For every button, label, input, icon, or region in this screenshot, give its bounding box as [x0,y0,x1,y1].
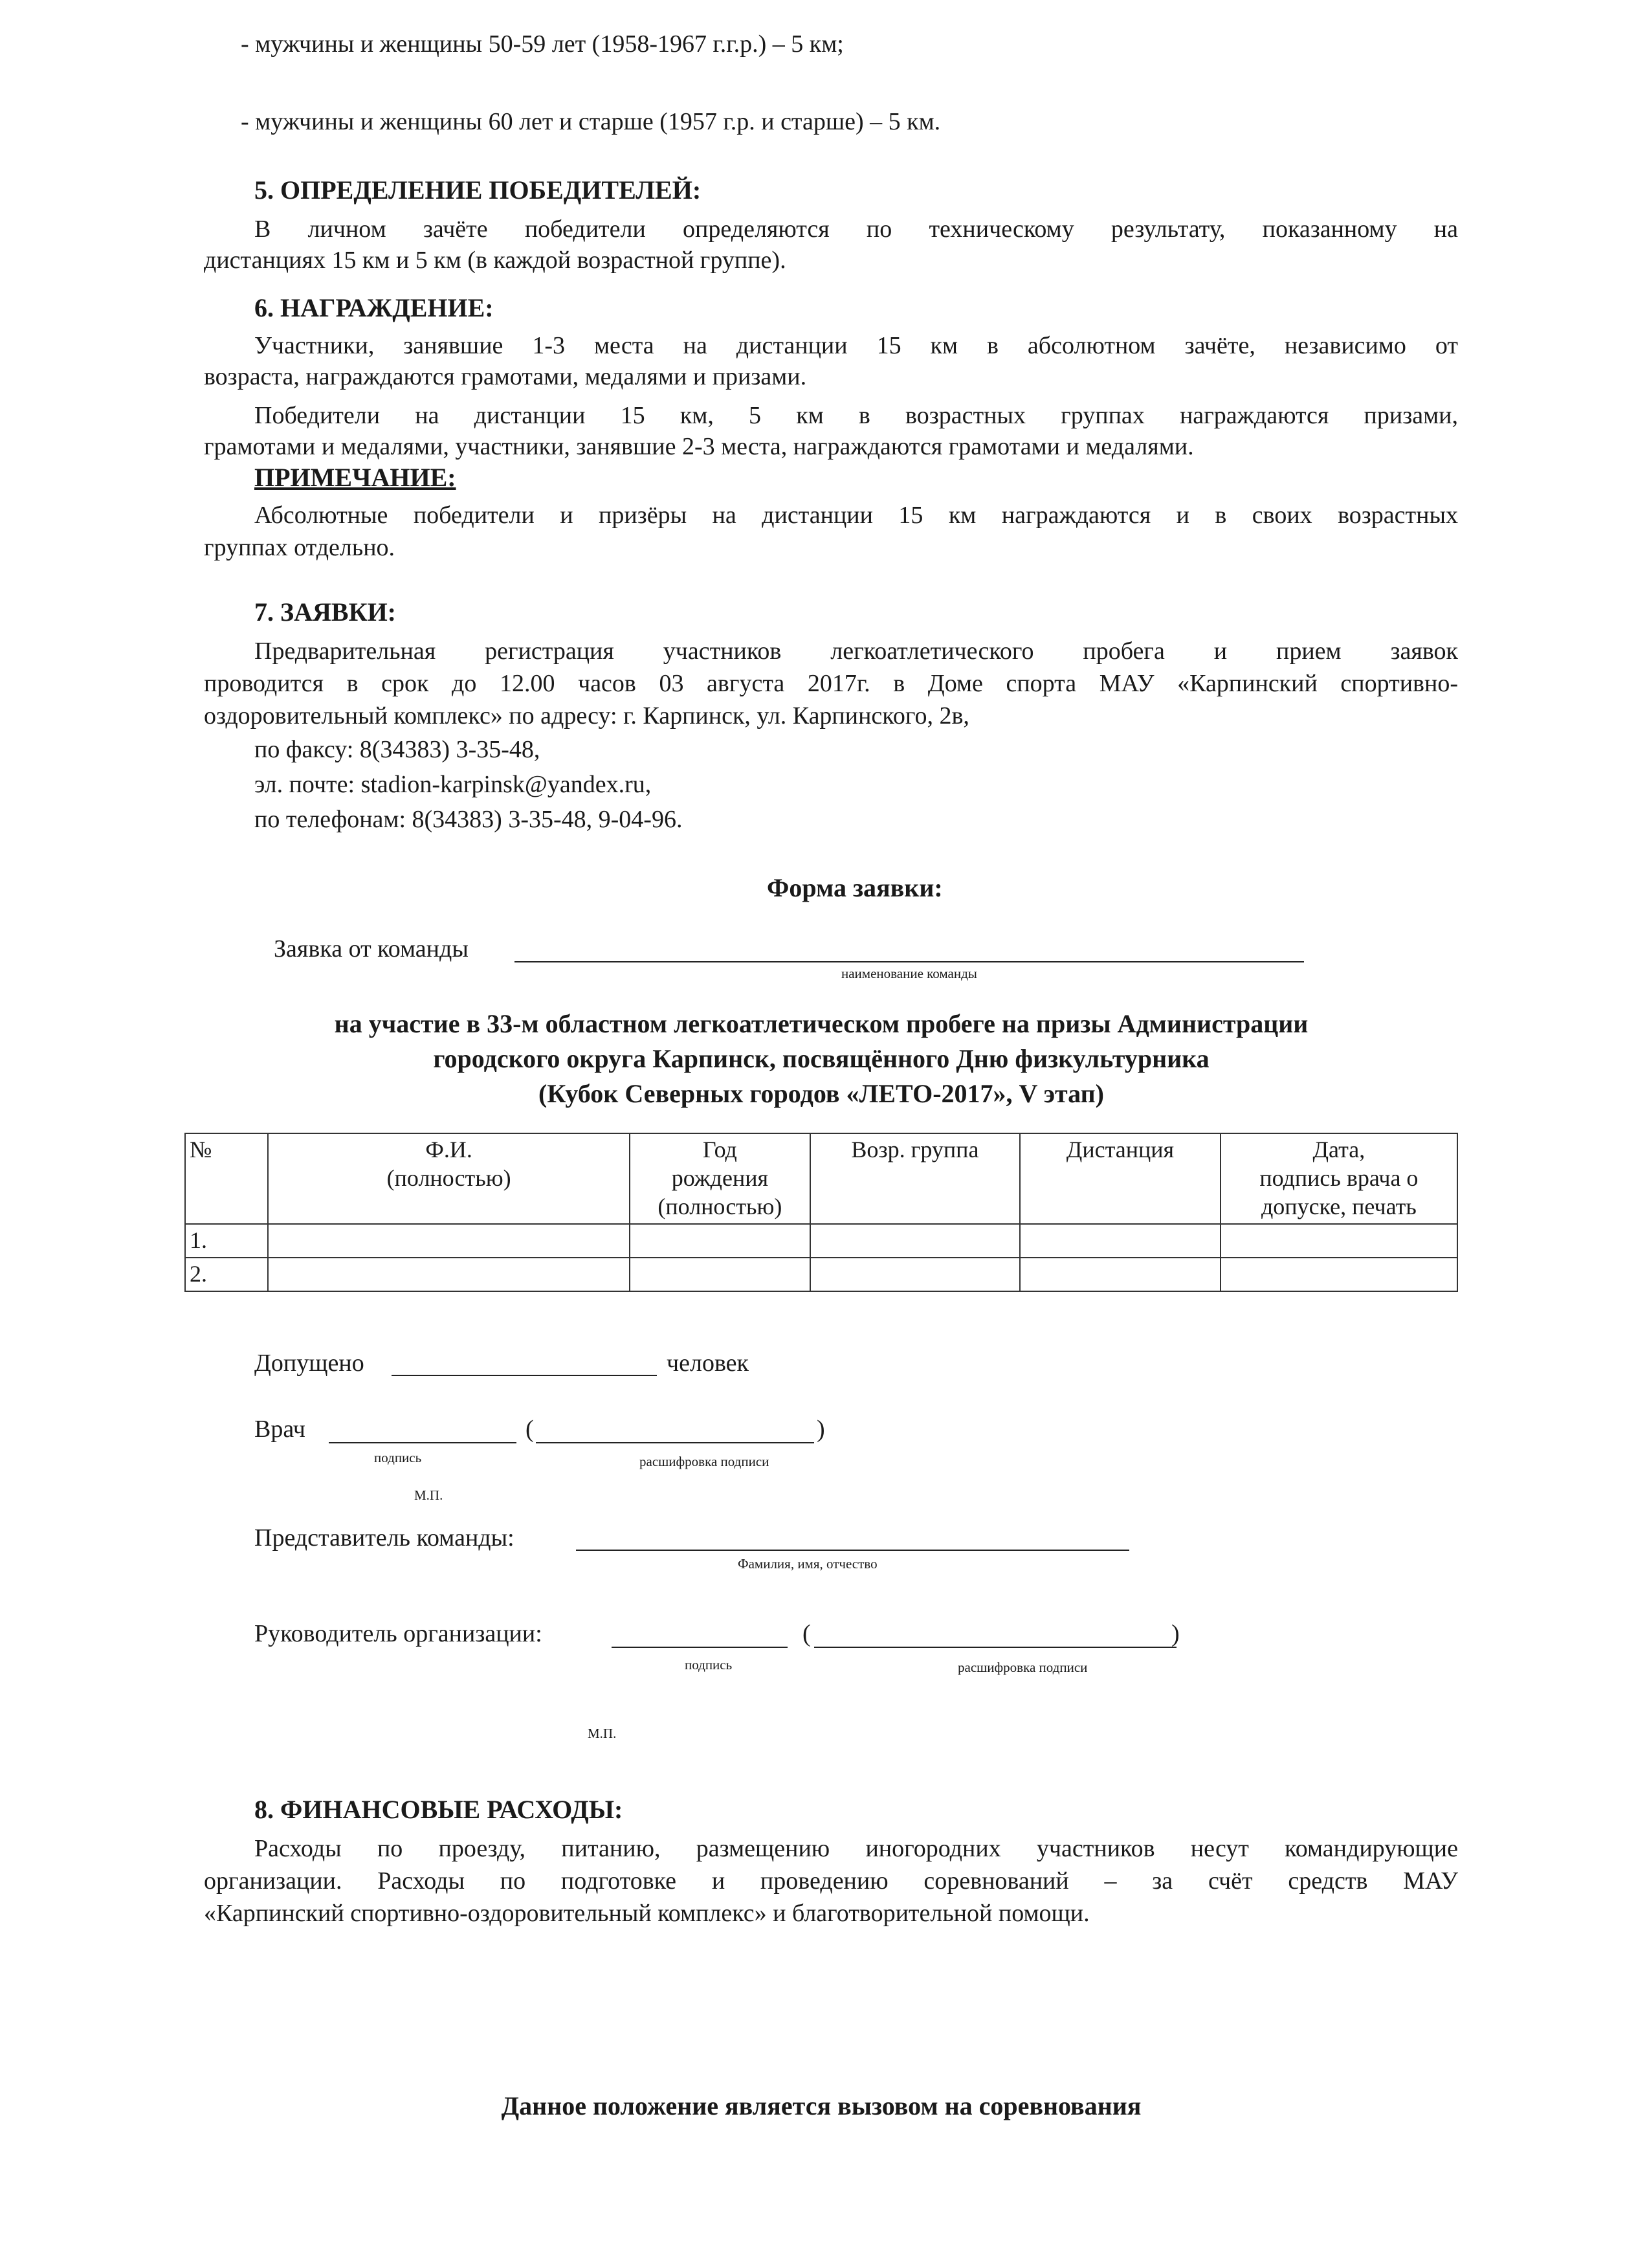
doctor-paren-open: ( [525,1416,534,1443]
column-header-birth-year-text: Год рождения (полностью) [658,1137,782,1219]
section-8-line-2: организации. Расходы по подготовке и проведению соревнований – за счёт средств МАУ [204,1867,1458,1895]
head-stamp-label: М.П. [588,1726,617,1741]
representative-caption: Фамилия, имя, отчество [738,1556,878,1572]
head-decode-caption: расшифровка подписи [958,1660,1088,1675]
admitted-label: Допущено [254,1350,364,1377]
doctor-approval-cell[interactable] [1221,1258,1457,1291]
age-group-line-2: - мужчины и женщины 60 лет и старше (1957 г.р. и старше) – 5 км. [241,108,941,135]
head-signature-caption: подпись [685,1657,733,1673]
doctor-decode-caption: расшифровка подписи [639,1454,769,1469]
section-6-p2-line-1: Победители на дистанции 15 км, 5 км в возрастных группах награждаются призами, [254,402,1458,429]
fio-cell[interactable] [268,1224,630,1258]
fio-cell[interactable] [268,1258,630,1291]
representative-label: Представитель команды: [254,1524,514,1551]
doctor-signature-caption: подпись [374,1450,422,1465]
representative-name-field[interactable] [576,1550,1129,1551]
section-8-heading: 8. ФИНАНСОВЫЕ РАСХОДЫ: [254,1795,623,1824]
row-number: 2. [185,1258,268,1291]
event-title-line-3: (Кубок Северных городов «ЛЕТО-2017», V этап) [538,1079,1104,1108]
column-header-doctor-approval-text: Дата, подпись врача о допуске, печать [1259,1137,1419,1219]
fax-line: по факсу: 8(34383) 3-35-48, [254,736,540,763]
section-5-line-2: дистанциях 15 км и 5 км (в каждой возрастной группе). [204,247,786,274]
phones-line: по телефонам: 8(34383) 3-35-48, 9-04-96. [254,806,683,833]
section-5-line-1: В личном зачёте победители определяются по техническому результату, показанному на [254,216,1458,243]
section-7-heading: 7. ЗАЯВКИ: [254,597,397,627]
doctor-label: Врач [254,1416,305,1443]
doctor-stamp-label: М.П. [414,1487,443,1503]
section-8-line-1: Расходы по проезду, питанию, размещению иногородних участников несут командирующие [254,1835,1458,1862]
admitted-count-field[interactable] [392,1375,657,1376]
column-header-fio-text: Ф.И. (полностью) [386,1137,511,1191]
table-header-row [185,1133,1457,1224]
doctor-decode-field[interactable] [536,1442,814,1443]
section-5-heading: 5. ОПРЕДЕЛЕНИЕ ПОБЕДИТЕЛЕЙ: [254,175,702,205]
footer-statement: Данное положение является вызовом на соревнования [501,2091,1142,2120]
column-header-fio [268,1133,630,1224]
email-line: эл. почте: stadion-karpinsk@yandex.ru, [254,771,652,798]
section-6-p1-line-1: Участники, занявшие 1-3 места на дистанции 15 км в абсолютном зачёте, независимо от [254,332,1458,359]
section-8-line-3: «Карпинский спортивно-оздоровительный комплекс» и благотворительной помощи. [204,1900,1090,1927]
column-header-birth-year [630,1133,810,1224]
age-group-cell[interactable] [810,1258,1020,1291]
doctor-paren-close: ) [817,1416,825,1443]
section-7-line-3: оздоровительный комплекс» по адресу: г. Карпинск, ул. Карпинского, 2в, [204,702,969,729]
table-row [185,1258,1457,1291]
distance-cell[interactable] [1020,1224,1221,1258]
doctor-approval-cell[interactable] [1221,1224,1457,1258]
application-table [184,1133,1458,1292]
event-title-line-2: городского округа Карпинск, посвящённого Дню физкультурника [433,1044,1210,1073]
column-header-distance: Дистанция [1020,1133,1221,1224]
event-title-line-1: на участие в 33-м областном легкоатлетическом пробеге на призы Администрации [334,1009,1309,1038]
section-6-p2-line-2: грамотами и медалями, участники, занявшие 2-3 места, награждаются грамотами и медалями. [204,433,1194,460]
birth-year-cell[interactable] [630,1224,810,1258]
section-7-line-1: Предварительная регистрация участников легкоатлетического пробега и прием заявок [254,638,1458,665]
head-decode-field[interactable] [814,1647,1177,1648]
section-6-heading: 6. НАГРАЖДЕНИЕ: [254,293,494,322]
team-name-field[interactable] [514,961,1304,962]
head-label: Руководитель организации: [254,1620,542,1647]
column-header-doctor-approval [1221,1133,1457,1224]
section-6-p1-line-2: возраста, награждаются грамотами, медалями и призами. [204,363,807,390]
column-header-number: № [185,1133,268,1224]
column-header-age-group: Возр. группа [810,1133,1020,1224]
note-line-1: Абсолютные победители и призёры на дистанции 15 км награждаются и в своих возрастных [254,502,1458,529]
row-number: 1. [185,1224,268,1258]
form-title: Форма заявки: [767,873,943,902]
age-group-cell[interactable] [810,1224,1020,1258]
note-heading: ПРИМЕЧАНИЕ: [254,463,456,492]
head-signature-field[interactable] [612,1647,788,1648]
team-caption: наименование команды [841,966,977,981]
team-label: Заявка от команды [274,935,469,962]
section-7-line-2: проводится в срок до 12.00 часов 03 августа 2017г. в Доме спорта МАУ «Карпинский спортивно- [204,670,1458,697]
birth-year-cell[interactable] [630,1258,810,1291]
distance-cell[interactable] [1020,1258,1221,1291]
doctor-signature-field[interactable] [329,1442,516,1443]
head-paren-close: ) [1171,1620,1180,1647]
head-paren-open: ( [802,1620,811,1647]
admitted-unit: человек [667,1350,749,1377]
age-group-line-1: - мужчины и женщины 50-59 лет (1958-1967 г.г.р.) – 5 км; [241,30,844,58]
table-row [185,1224,1457,1258]
note-line-2: группах отдельно. [204,534,395,561]
